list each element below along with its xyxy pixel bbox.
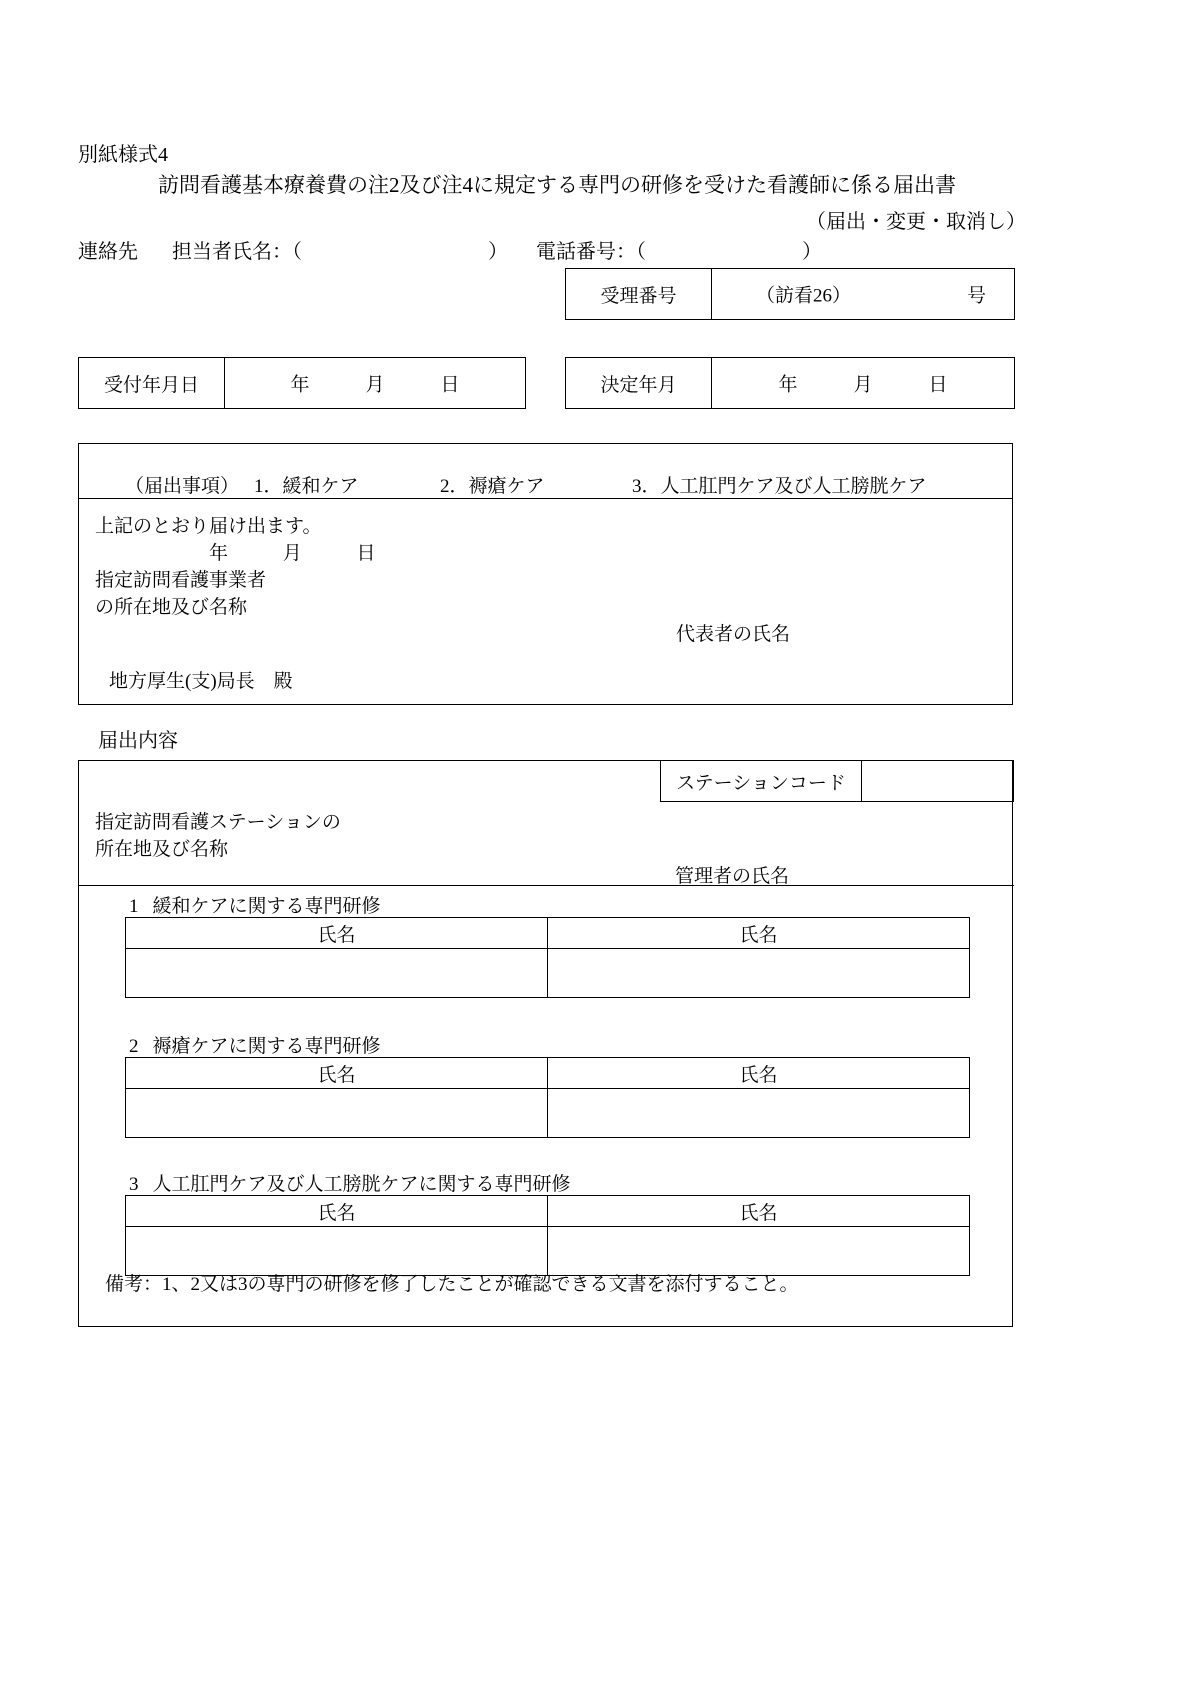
contact-person-label: 担当者氏名：（: [172, 241, 302, 263]
declaration-date-row[interactable]: [209, 538, 426, 565]
provider-label-line2: の所在地及び名称: [95, 597, 248, 618]
declaration-item-2[interactable]: 2．褥瘡ケア: [440, 476, 545, 497]
declaration-item-3[interactable]: 3．人工肛門ケア及び人工膀胱ケア: [632, 476, 927, 497]
section-2-cell2[interactable]: [548, 1089, 970, 1138]
declaration-box: [78, 498, 1013, 705]
manager-name-label: 管理者の氏名: [675, 866, 790, 887]
section-1-label: 緩和ケアに関する専門研修: [152, 896, 381, 917]
section-2-number: 2: [129, 1036, 139, 1057]
station-address-line1: 指定訪問看護ステーションの: [95, 812, 341, 833]
section-3-title: [129, 1169, 571, 1196]
accept-date-year: 年: [290, 374, 310, 396]
accept-date-label: 受付年月日: [79, 358, 225, 409]
decision-date-year: 年: [778, 374, 798, 396]
decision-date-value-cell[interactable]: [712, 358, 1015, 409]
content-box: [78, 760, 1013, 1327]
receipt-number-table: [565, 268, 1015, 320]
provider-label-line1: 指定訪問看護事業者: [95, 570, 267, 591]
station-code-table: [660, 760, 1014, 802]
section-2-cell1[interactable]: [126, 1089, 548, 1138]
contact-person-close: ）: [488, 241, 508, 263]
section-3-col2-header: 氏名: [548, 1196, 970, 1227]
accept-date-day: 日: [440, 374, 460, 396]
declaration-items-label: （届出事項）: [125, 476, 240, 497]
divider-1: [79, 885, 1014, 886]
decision-date-table: [565, 357, 1015, 409]
declaration-statement: 上記のとおり届け出ます。: [95, 516, 322, 537]
section-1-col1-header: 氏名: [126, 918, 548, 949]
section-3-label: 人工肛門ケア及び人工膀胱ケアに関する専門研修: [152, 1174, 571, 1195]
form-number: 別紙様式4: [78, 144, 168, 166]
declaration-items-box: [78, 443, 1013, 499]
decision-date-label: 決定年月: [566, 358, 712, 409]
decision-date-day: 日: [928, 374, 948, 396]
document-title: 訪問看護基本療養費の注2及び注4に規定する専門の研修を受けた看護師に係る届出書: [158, 173, 956, 197]
accept-date-table: [78, 357, 526, 409]
section-3-col1-header: 氏名: [126, 1196, 548, 1227]
contact-phone-close: ）: [802, 241, 822, 263]
declaration-date-day: 日: [356, 543, 376, 564]
decision-date-month: 月: [853, 374, 873, 396]
section-2-name-table: [125, 1057, 970, 1138]
content-section-label: 届出内容: [98, 730, 178, 752]
section-2-col1-header: 氏名: [126, 1058, 548, 1089]
declaration-date-month: 月: [282, 543, 302, 564]
section-1-number: 1: [129, 896, 139, 917]
contact-phone-label: 電話番号：（: [536, 241, 646, 263]
receipt-number-label: 受理番号: [566, 269, 712, 320]
accept-date-month: 月: [365, 374, 385, 396]
accept-date-value-cell[interactable]: [225, 358, 526, 409]
station-code-label: ステーションコード: [661, 761, 862, 802]
representative-name-label: 代表者の氏名: [676, 624, 791, 645]
remark-text: 備考：1、2又は3の専門の研修を修了したことが確認できる文書を添付すること。: [105, 1274, 799, 1295]
section-1-cell2[interactable]: [548, 949, 970, 998]
addressee-label: 地方厚生(支)局長 殿: [109, 671, 293, 692]
section-2-title: [129, 1031, 381, 1058]
station-address-line2: 所在地及び名称: [95, 839, 229, 860]
contact-line: [78, 240, 822, 264]
section-1-col2-header: 氏名: [548, 918, 970, 949]
section-3-number: 3: [129, 1174, 139, 1195]
receipt-number-suffix: 号: [966, 285, 986, 307]
section-2-col2-header: 氏名: [548, 1058, 970, 1089]
section-2-label: 褥瘡ケアに関する専門研修: [152, 1036, 381, 1057]
section-3-name-table: [125, 1195, 970, 1276]
section-1-title: [129, 891, 381, 918]
receipt-number-prefix: （訪看26）: [756, 285, 852, 307]
receipt-number-value-cell[interactable]: [712, 269, 1015, 320]
declaration-item-1[interactable]: 1．緩和ケア: [254, 476, 359, 497]
declaration-date-year: 年: [209, 543, 229, 564]
document-subtitle: （届出・変更・取消し）: [806, 211, 1026, 233]
contact-prefix: 連絡先: [78, 241, 138, 263]
section-1-cell1[interactable]: [126, 949, 548, 998]
station-code-value[interactable]: [862, 761, 1014, 802]
section-1-name-table: [125, 917, 970, 998]
